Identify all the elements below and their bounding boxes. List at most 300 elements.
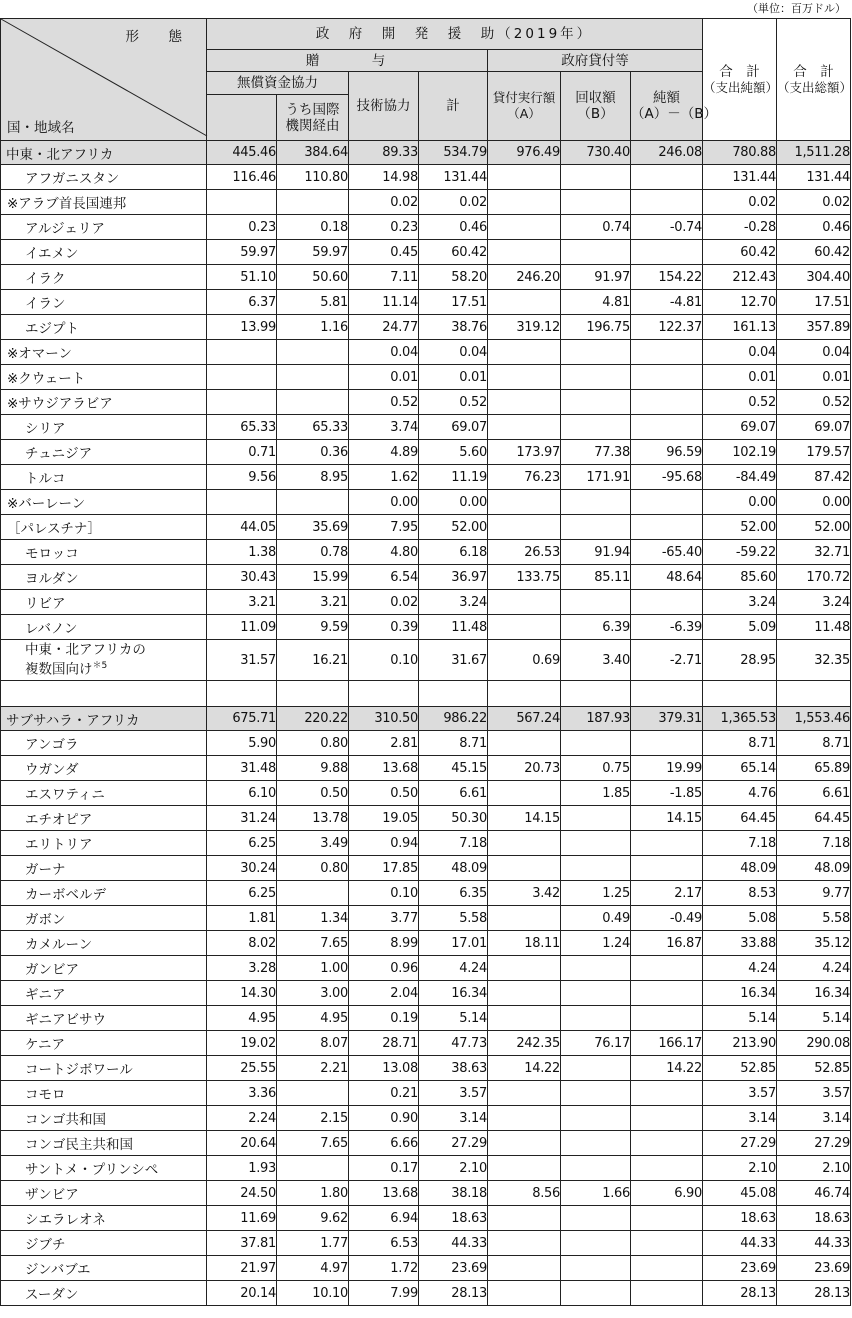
cell-value: 6.37 xyxy=(207,290,277,315)
cell-value: 9.62 xyxy=(277,1206,349,1231)
cell-value: 131.44 xyxy=(777,165,851,190)
cell-value: 45.08 xyxy=(703,1181,777,1206)
region-value: 1,553.46 xyxy=(777,707,851,731)
cell-value: 319.12 xyxy=(488,315,561,340)
unit-note: （単位：百万ドル） xyxy=(747,2,846,15)
header-shape: 形 態 xyxy=(125,29,190,45)
country-name: アフガニスタン xyxy=(1,165,207,190)
cell-value xyxy=(488,906,561,931)
cell-value xyxy=(488,1081,561,1106)
region-value: 384.64 xyxy=(277,141,349,165)
table-row xyxy=(1,756,851,781)
spacer-cell xyxy=(488,681,561,707)
cell-value: 27.29 xyxy=(419,1131,488,1156)
cell-value: 0.52 xyxy=(703,390,777,415)
cell-value: 6.61 xyxy=(419,781,488,806)
table-row xyxy=(1,365,851,390)
cell-value xyxy=(561,956,631,981)
cell-value: 3.00 xyxy=(277,981,349,1006)
table-row xyxy=(1,1131,851,1156)
cell-value: 25.55 xyxy=(207,1056,277,1081)
cell-value xyxy=(561,190,631,215)
header-corner xyxy=(1,19,207,141)
cell-value: 2.24 xyxy=(207,1106,277,1131)
cell-value: 3.74 xyxy=(349,415,419,440)
table-row xyxy=(1,831,851,856)
country-name: カメルーン xyxy=(1,931,207,956)
table-row xyxy=(1,190,851,215)
region-value: 1,511.28 xyxy=(777,141,851,165)
cell-value: 0.80 xyxy=(277,856,349,881)
cell-value xyxy=(561,340,631,365)
table-row xyxy=(1,906,851,931)
cell-value: 44.05 xyxy=(207,515,277,540)
cell-value: 0.10 xyxy=(349,881,419,906)
cell-value: -1.85 xyxy=(631,781,703,806)
cell-value: 4.95 xyxy=(277,1006,349,1031)
cell-value: 15.99 xyxy=(277,565,349,590)
cell-value: 13.78 xyxy=(277,806,349,831)
cell-value: 0.17 xyxy=(349,1156,419,1181)
cell-value xyxy=(488,490,561,515)
cell-value: 9.59 xyxy=(277,615,349,640)
table-row xyxy=(1,565,851,590)
cell-value xyxy=(561,981,631,1006)
cell-value: 2.15 xyxy=(277,1106,349,1131)
cell-value xyxy=(631,1131,703,1156)
cell-value: 0.52 xyxy=(349,390,419,415)
cell-value xyxy=(561,1131,631,1156)
cell-value: 2.04 xyxy=(349,981,419,1006)
country-name: ヨルダン xyxy=(1,565,207,590)
table-row xyxy=(1,440,851,465)
table-body xyxy=(1,141,851,1306)
cell-value: 26.53 xyxy=(488,540,561,565)
cell-value xyxy=(488,340,561,365)
spacer-cell xyxy=(1,681,207,707)
cell-value: 87.42 xyxy=(777,465,851,490)
country-name: イラン xyxy=(1,290,207,315)
table-row xyxy=(1,390,851,415)
spacer-cell xyxy=(703,681,777,707)
cell-value: 52.00 xyxy=(777,515,851,540)
cell-value: 65.33 xyxy=(207,415,277,440)
header-tech: 技術協力 xyxy=(349,72,419,141)
table-row xyxy=(1,1181,851,1206)
cell-value xyxy=(631,240,703,265)
cell-value: 14.22 xyxy=(488,1056,561,1081)
table-row xyxy=(1,1006,851,1031)
region-value: 445.46 xyxy=(207,141,277,165)
cell-value: 30.43 xyxy=(207,565,277,590)
cell-value: 3.57 xyxy=(777,1081,851,1106)
cell-value: 2.10 xyxy=(777,1156,851,1181)
spacer-row xyxy=(1,681,851,707)
cell-value xyxy=(207,340,277,365)
cell-value xyxy=(561,1231,631,1256)
cell-value xyxy=(277,365,349,390)
cell-value: 9.56 xyxy=(207,465,277,490)
country-name: モロッコ xyxy=(1,540,207,565)
country-name: エリトリア xyxy=(1,831,207,856)
cell-value xyxy=(488,731,561,756)
cell-value: 8.71 xyxy=(777,731,851,756)
country-name-line2: 複数国向け xyxy=(25,661,93,678)
cell-value: 6.66 xyxy=(349,1131,419,1156)
cell-value: 16.34 xyxy=(777,981,851,1006)
cell-value: 0.00 xyxy=(777,490,851,515)
cell-value: 0.10 xyxy=(349,640,419,681)
cell-value: 14.15 xyxy=(488,806,561,831)
cell-value: 28.95 xyxy=(703,640,777,681)
cell-value: 3.14 xyxy=(419,1106,488,1131)
cell-value xyxy=(631,165,703,190)
cell-value xyxy=(277,390,349,415)
country-name: ガンビア xyxy=(1,956,207,981)
table-row xyxy=(1,781,851,806)
cell-value xyxy=(631,831,703,856)
country-name: イラク xyxy=(1,265,207,290)
cell-value: 31.67 xyxy=(419,640,488,681)
cell-value: 1.66 xyxy=(561,1181,631,1206)
country-name: イエメン xyxy=(1,240,207,265)
header-total-gross: 合 計 （支出総額） xyxy=(777,19,851,141)
cell-value: 11.69 xyxy=(207,1206,277,1231)
table-row xyxy=(1,1156,851,1181)
cell-value: 0.02 xyxy=(703,190,777,215)
header-grant-aid-blank xyxy=(207,95,277,141)
cell-value: 48.09 xyxy=(703,856,777,881)
cell-value: 64.45 xyxy=(777,806,851,831)
cell-value: 1.81 xyxy=(207,906,277,931)
cell-value: 0.78 xyxy=(277,540,349,565)
cell-value: 0.00 xyxy=(419,490,488,515)
cell-value xyxy=(631,1106,703,1131)
cell-value: 3.77 xyxy=(349,906,419,931)
cell-value xyxy=(561,1281,631,1306)
table-row xyxy=(1,956,851,981)
table-row xyxy=(1,415,851,440)
cell-value: 4.89 xyxy=(349,440,419,465)
country-name: チュニジア xyxy=(1,440,207,465)
cell-value: 13.99 xyxy=(207,315,277,340)
cell-value: 213.90 xyxy=(703,1031,777,1056)
cell-value: 6.90 xyxy=(631,1181,703,1206)
cell-value xyxy=(488,1256,561,1281)
cell-value: 0.46 xyxy=(419,215,488,240)
cell-value: 0.96 xyxy=(349,956,419,981)
cell-value: 7.18 xyxy=(419,831,488,856)
table-row xyxy=(1,540,851,565)
cell-value: 24.77 xyxy=(349,315,419,340)
cell-value: 0.75 xyxy=(561,756,631,781)
cell-value: 52.00 xyxy=(703,515,777,540)
cell-value: 58.20 xyxy=(419,265,488,290)
cell-value: 7.18 xyxy=(703,831,777,856)
cell-value: 65.33 xyxy=(277,415,349,440)
country-name: コンゴ共和国 xyxy=(1,1106,207,1131)
cell-value xyxy=(561,515,631,540)
cell-value: -4.81 xyxy=(631,290,703,315)
cell-value: 6.25 xyxy=(207,881,277,906)
cell-value: 18.63 xyxy=(777,1206,851,1231)
cell-value: 1.25 xyxy=(561,881,631,906)
header-subtotal: 計 xyxy=(419,72,488,141)
cell-value: 6.25 xyxy=(207,831,277,856)
cell-value xyxy=(207,390,277,415)
cell-value: 6.39 xyxy=(561,615,631,640)
cell-value: 23.69 xyxy=(703,1256,777,1281)
cell-value: 0.00 xyxy=(703,490,777,515)
cell-value: 38.63 xyxy=(419,1056,488,1081)
country-name: ガボン xyxy=(1,906,207,931)
cell-value: 59.97 xyxy=(277,240,349,265)
cell-value xyxy=(277,1081,349,1106)
cell-value: 3.21 xyxy=(277,590,349,615)
country-name: トルコ xyxy=(1,465,207,490)
cell-value: 17.51 xyxy=(419,290,488,315)
cell-value xyxy=(488,981,561,1006)
table-row xyxy=(1,290,851,315)
region-value: 246.08 xyxy=(631,141,703,165)
cell-value: 64.45 xyxy=(703,806,777,831)
cell-value: 9.88 xyxy=(277,756,349,781)
cell-value: 8.02 xyxy=(207,931,277,956)
country-name: ガーナ xyxy=(1,856,207,881)
cell-value: 131.44 xyxy=(703,165,777,190)
cell-value: 4.76 xyxy=(703,781,777,806)
header-recovery: 回収額 （B） xyxy=(561,72,631,141)
country-name: ※オマーン xyxy=(1,340,207,365)
cell-value: 212.43 xyxy=(703,265,777,290)
cell-value: 5.14 xyxy=(703,1006,777,1031)
country-name: エスワティニ xyxy=(1,781,207,806)
cell-value: 171.91 xyxy=(561,465,631,490)
cell-value: 38.18 xyxy=(419,1181,488,1206)
cell-value: 2.81 xyxy=(349,731,419,756)
table-row xyxy=(1,1106,851,1131)
cell-value: 32.71 xyxy=(777,540,851,565)
cell-value: 173.97 xyxy=(488,440,561,465)
cell-value: 8.53 xyxy=(703,881,777,906)
country-name: カーボベルデ xyxy=(1,881,207,906)
cell-value: 0.45 xyxy=(349,240,419,265)
country-name: エジプト xyxy=(1,315,207,340)
cell-value xyxy=(561,1006,631,1031)
cell-value xyxy=(561,806,631,831)
cell-value: 0.01 xyxy=(703,365,777,390)
cell-value: 65.14 xyxy=(703,756,777,781)
cell-value: 0.39 xyxy=(349,615,419,640)
cell-value: 11.19 xyxy=(419,465,488,490)
cell-value: 52.85 xyxy=(703,1056,777,1081)
cell-value: 44.33 xyxy=(703,1231,777,1256)
table-row xyxy=(1,165,851,190)
cell-value: 1.93 xyxy=(207,1156,277,1181)
cell-value: 1.85 xyxy=(561,781,631,806)
cell-value: 161.13 xyxy=(703,315,777,340)
cell-value xyxy=(631,590,703,615)
country-name: コモロ xyxy=(1,1081,207,1106)
cell-value: 7.99 xyxy=(349,1281,419,1306)
cell-value xyxy=(561,1256,631,1281)
cell-value: 3.36 xyxy=(207,1081,277,1106)
cell-value: 8.99 xyxy=(349,931,419,956)
cell-value xyxy=(561,590,631,615)
country-name xyxy=(1,640,207,681)
cell-value: 51.10 xyxy=(207,265,277,290)
cell-value: 31.48 xyxy=(207,756,277,781)
cell-value xyxy=(631,856,703,881)
cell-value: 0.01 xyxy=(419,365,488,390)
cell-value: 91.94 xyxy=(561,540,631,565)
cell-value: 76.17 xyxy=(561,1031,631,1056)
cell-value: 9.77 xyxy=(777,881,851,906)
cell-value: 45.15 xyxy=(419,756,488,781)
cell-value: 3.57 xyxy=(703,1081,777,1106)
spacer-cell xyxy=(277,681,349,707)
cell-value xyxy=(488,956,561,981)
cell-value xyxy=(631,365,703,390)
cell-value xyxy=(488,590,561,615)
cell-value: 52.85 xyxy=(777,1056,851,1081)
cell-value xyxy=(488,390,561,415)
cell-value: 85.11 xyxy=(561,565,631,590)
cell-value: 3.57 xyxy=(419,1081,488,1106)
cell-value: 14.22 xyxy=(631,1056,703,1081)
table-row xyxy=(1,340,851,365)
cell-value: 7.95 xyxy=(349,515,419,540)
country-name: ウガンダ xyxy=(1,756,207,781)
cell-value: 0.01 xyxy=(349,365,419,390)
cell-value: 59.97 xyxy=(207,240,277,265)
cell-value: 4.24 xyxy=(419,956,488,981)
cell-value: 3.14 xyxy=(703,1106,777,1131)
cell-value: 2.10 xyxy=(419,1156,488,1181)
cell-value xyxy=(488,240,561,265)
cell-value: 23.69 xyxy=(777,1256,851,1281)
country-name: リビア xyxy=(1,590,207,615)
table-row xyxy=(1,490,851,515)
cell-value: 28.13 xyxy=(777,1281,851,1306)
cell-value: 154.22 xyxy=(631,265,703,290)
cell-value: 17.51 xyxy=(777,290,851,315)
cell-value: 6.18 xyxy=(419,540,488,565)
cell-value: 48.09 xyxy=(777,856,851,881)
cell-value: 3.28 xyxy=(207,956,277,981)
region-value: 986.22 xyxy=(419,707,488,731)
cell-value: 20.14 xyxy=(207,1281,277,1306)
cell-value xyxy=(561,390,631,415)
header-via-intl: うち国際 機関経由 xyxy=(277,95,349,141)
cell-value: 52.00 xyxy=(419,515,488,540)
cell-value xyxy=(561,831,631,856)
cell-value: 6.94 xyxy=(349,1206,419,1231)
region-value: 730.40 xyxy=(561,141,631,165)
cell-value xyxy=(561,1156,631,1181)
cell-value: 4.80 xyxy=(349,540,419,565)
header-grant-aid: 無償資金協力 xyxy=(207,72,349,95)
cell-value: 3.40 xyxy=(561,640,631,681)
cell-value: 44.33 xyxy=(419,1231,488,1256)
cell-value: 19.99 xyxy=(631,756,703,781)
cell-value: 7.65 xyxy=(277,1131,349,1156)
cell-value: 13.08 xyxy=(349,1056,419,1081)
cell-value: 1.16 xyxy=(277,315,349,340)
cell-value: 6.53 xyxy=(349,1231,419,1256)
region-value: 220.22 xyxy=(277,707,349,731)
cell-value: 4.95 xyxy=(207,1006,277,1031)
cell-value: 8.56 xyxy=(488,1181,561,1206)
cell-value xyxy=(631,1081,703,1106)
cell-value: 14.15 xyxy=(631,806,703,831)
country-name: ザンビア xyxy=(1,1181,207,1206)
table-row xyxy=(1,515,851,540)
cell-value: 0.71 xyxy=(207,440,277,465)
cell-value: 60.42 xyxy=(777,240,851,265)
cell-value: 28.71 xyxy=(349,1031,419,1056)
cell-value: -84.49 xyxy=(703,465,777,490)
cell-value: 6.54 xyxy=(349,565,419,590)
cell-value: -0.74 xyxy=(631,215,703,240)
cell-value xyxy=(488,190,561,215)
cell-value: 16.34 xyxy=(419,981,488,1006)
country-name: コンゴ民主共和国 xyxy=(1,1131,207,1156)
cell-value: 14.98 xyxy=(349,165,419,190)
cell-value xyxy=(488,1106,561,1131)
cell-value: 16.34 xyxy=(703,981,777,1006)
table-row xyxy=(1,240,851,265)
cell-value: 85.60 xyxy=(703,565,777,590)
cell-value xyxy=(207,365,277,390)
footnote-mark: ＊5 xyxy=(92,661,108,672)
cell-value: 0.02 xyxy=(419,190,488,215)
cell-value xyxy=(488,1156,561,1181)
spacer-cell xyxy=(631,681,703,707)
cell-value xyxy=(488,165,561,190)
cell-value: 0.49 xyxy=(561,906,631,931)
cell-value xyxy=(488,856,561,881)
cell-value: 3.24 xyxy=(777,590,851,615)
cell-value: 0.80 xyxy=(277,731,349,756)
header-grant: 贈 与 xyxy=(207,50,488,72)
country-name: スーダン xyxy=(1,1281,207,1306)
region-value: 310.50 xyxy=(349,707,419,731)
country-name: ジンバブエ xyxy=(1,1256,207,1281)
table-row xyxy=(1,265,851,290)
cell-value: 5.58 xyxy=(419,906,488,931)
cell-value xyxy=(631,490,703,515)
table-row xyxy=(1,1056,851,1081)
cell-value xyxy=(631,1006,703,1031)
cell-value xyxy=(561,165,631,190)
cell-value: 48.09 xyxy=(419,856,488,881)
cell-value: 0.00 xyxy=(349,490,419,515)
country-name: レバノン xyxy=(1,615,207,640)
cell-value: 5.14 xyxy=(777,1006,851,1031)
cell-value: 0.18 xyxy=(277,215,349,240)
cell-value: 30.24 xyxy=(207,856,277,881)
cell-value: 20.64 xyxy=(207,1131,277,1156)
cell-value: 8.71 xyxy=(703,731,777,756)
cell-value xyxy=(631,1231,703,1256)
cell-value: 166.17 xyxy=(631,1031,703,1056)
cell-value xyxy=(561,365,631,390)
cell-value: 0.90 xyxy=(349,1106,419,1131)
cell-value: 3.24 xyxy=(703,590,777,615)
cell-value xyxy=(631,956,703,981)
cell-value: 60.42 xyxy=(419,240,488,265)
